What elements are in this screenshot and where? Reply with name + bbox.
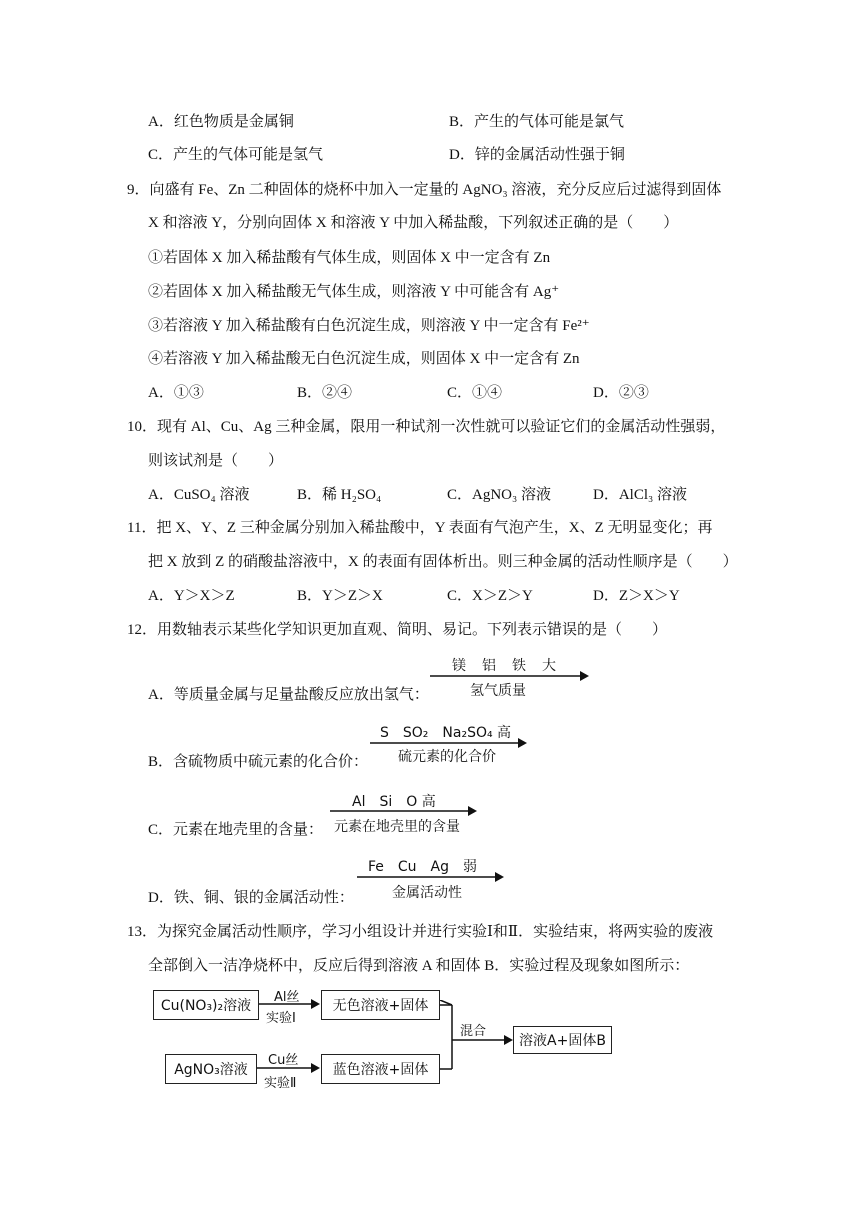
q9-option-a: A．①③: [148, 385, 204, 401]
q9-statement-2: ②若固体 X 加入稀盐酸无气体生成，则溶液 Y 中可能含有 Ag⁺: [148, 284, 560, 300]
q12-option-d-text: D．铁、铜、银的金属活动性：: [148, 890, 354, 906]
q9-statement-3: ③若溶液 Y 加入稀盐酸有白色沉淀生成，则溶液 Y 中一定含有 Fe²⁺: [148, 318, 590, 334]
q11-option-a: A．Y＞X＞Z: [148, 588, 235, 604]
q12-option-a-text: A．等质量金属与足量盐酸反应放出氢气：: [148, 687, 429, 703]
flow-arrow1-bottom-label: 实验Ⅰ: [266, 1011, 296, 1026]
q10-option-c: C．AgNO₃ 溶液: [447, 487, 551, 503]
q12-a-axis-top-label: 镁 铝 铁 大: [452, 658, 557, 674]
flow-box-result: 溶液A+固体B: [513, 1026, 612, 1054]
flow-box-colorless-solution: 无色溶液+固体: [321, 990, 440, 1020]
q10-option-a: A．CuSO₄ 溶液: [148, 487, 250, 503]
q10-stem-line2: 则该试剂是（ ）: [148, 453, 284, 469]
q8-option-d: D．锌的金属活动性强于铜: [449, 147, 625, 163]
q12-d-axis-bottom-label: 金属活动性: [392, 885, 462, 901]
q9-stem-line2: X 和溶液 Y，分别向固体 X 和溶液 Y 中加入稀盐酸，下列叙述正确的是（ ）: [148, 215, 679, 231]
q10-option-b: B．稀 H₂SO₄: [297, 487, 382, 503]
flow-arrow1-top-label: Al丝: [274, 990, 300, 1005]
q10-option-d: D．AlCl₃ 溶液: [593, 487, 687, 503]
q12-option-c-text: C．元素在地壳里的含量：: [148, 822, 324, 838]
q11-stem-line2: 把 X 放到 Z 的硝酸盐溶液中，X 的表面有固体析出。则三种金属的活动性顺序是（ ）: [148, 554, 738, 570]
q9-statement-1: ①若固体 X 加入稀盐酸有气体生成，则固体 X 中一定含有 Zn: [148, 250, 551, 266]
q11-option-d: D．Z＞X＞Y: [593, 588, 680, 604]
q9-option-d: D．②③: [593, 385, 649, 401]
q11-stem-line1: 11．把 X、Y、Z 三种金属分别加入稀盐酸中，Y 表面有气泡产生，X、Z 无明显变化；再: [127, 520, 713, 536]
q9-option-b: B．②④: [297, 385, 353, 401]
q13-stem-line2: 全部倒入一洁净烧杯中，反应后得到溶液 A 和固体 B．实验过程及现象如图所示：: [148, 958, 690, 974]
q8-option-b: B．产生的气体可能是氯气: [449, 114, 625, 130]
q11-option-c: C．X＞Z＞Y: [447, 588, 533, 604]
q10-stem-line1: 10．现有 Al、Cu、Ag 三种金属，限用一种试剂一次性就可以验证它们的金属活动性强弱，: [127, 419, 726, 435]
q13-stem-line1: 13．为探究金属活动性顺序，学习小组设计并进行实验Ⅰ和Ⅱ．实验结束，将两实验的废液: [127, 924, 714, 940]
q12-b-axis-top-label: S SO₂ Na₂SO₄ 高: [380, 725, 512, 741]
q9-stem-line1: 9．向盛有 Fe、Zn 二种固体的烧杯中加入一定量的 AgNO₃ 溶液，充分反应后过滤得到固体: [127, 182, 722, 198]
flow-merge-connector: [440, 1000, 516, 1080]
flow-arrow2-top-label: Cu丝: [268, 1053, 299, 1068]
flow-box-cu-nitrate: Cu(NO₃)₂溶液: [153, 990, 259, 1020]
flow-box-ag-nitrate: AgNO₃溶液: [165, 1054, 257, 1084]
q12-c-axis-bottom-label: 元素在地壳里的含量: [334, 819, 460, 835]
q12-a-axis-bottom-label: 氢气质量: [470, 683, 526, 699]
q8-option-a: A．红色物质是金属铜: [148, 114, 294, 130]
q12-option-b-text: B．含硫物质中硫元素的化合价：: [148, 754, 369, 770]
q12-c-axis-top-label: Al Si O 高: [352, 794, 436, 810]
q12-b-axis-bottom-label: 硫元素的化合价: [398, 749, 496, 765]
q11-option-b: B．Y＞Z＞X: [297, 588, 383, 604]
flow-mix-label: 混合: [460, 1024, 487, 1039]
flow-arrow2-bottom-label: 实验Ⅱ: [264, 1076, 297, 1091]
q8-option-c: C．产生的气体可能是氢气: [148, 147, 324, 163]
flow-box-blue-solution: 蓝色溶液+固体: [321, 1054, 440, 1084]
q12-stem: 12．用数轴表示某些化学知识更加直观、简明、易记。下列表示错误的是（ ）: [127, 622, 668, 638]
q9-statement-4: ④若溶液 Y 加入稀盐酸无白色沉淀生成，则固体 X 中一定含有 Zn: [148, 351, 580, 367]
q12-d-axis-top-label: Fe Cu Ag 弱: [368, 859, 478, 875]
q9-option-c: C．①④: [447, 385, 503, 401]
